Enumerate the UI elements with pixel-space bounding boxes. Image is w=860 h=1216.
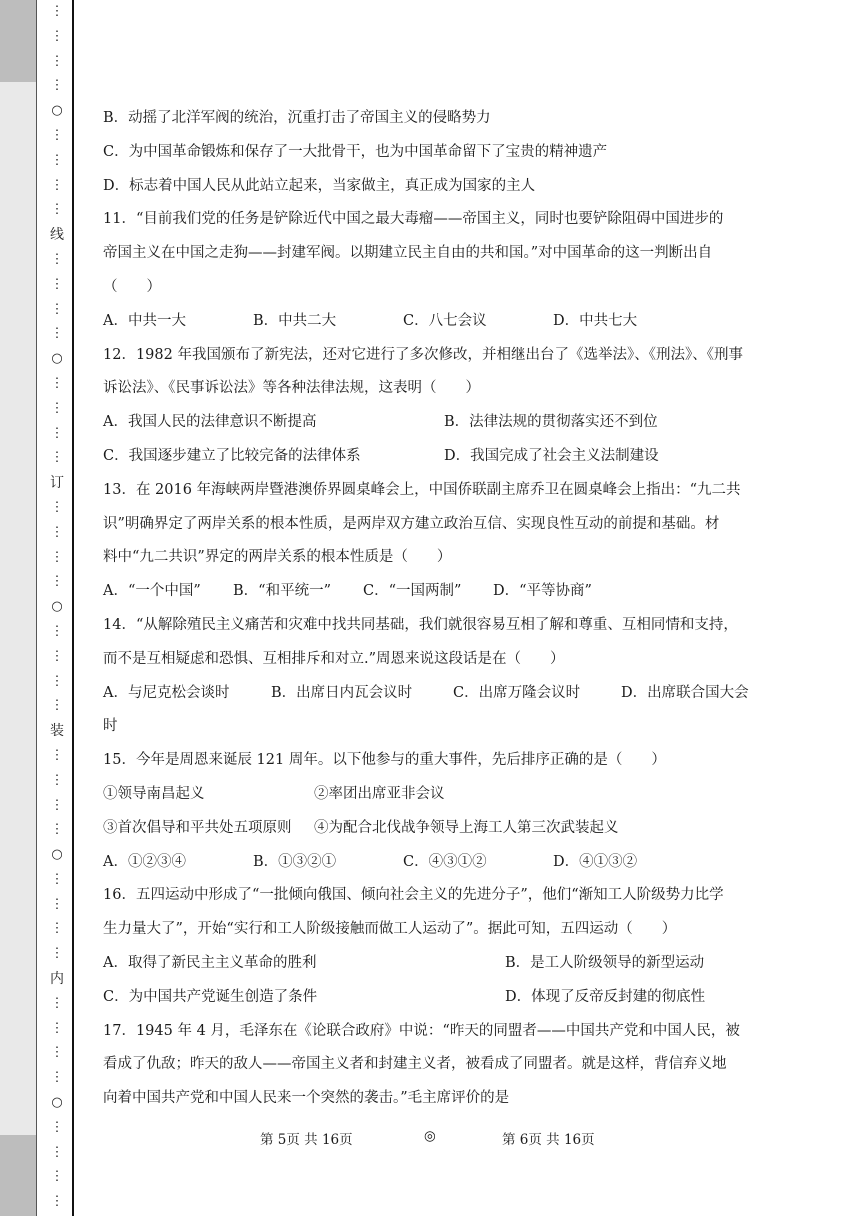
question-content — [103, 102, 763, 1116]
binding-dot-mark: ⋮ — [50, 78, 64, 94]
binding-dot-mark: ⋮ — [50, 276, 64, 292]
q11-option-a: A．中共一大 — [103, 312, 186, 329]
binding-label-char: 装 — [50, 723, 64, 740]
q10-option-b: B．动摇了北洋军阀的统治，沉重打击了帝国主义的侵略势力 — [103, 110, 491, 126]
binding-strip-middle — [0, 82, 36, 1135]
q14-stem-line-1: 14．“从解除殖民主义痛苦和灾难中找共同基础，我们就很容易互相了解和尊重、互相同情和支持， — [103, 616, 738, 633]
q11-option-c: C．八七会议 — [403, 312, 487, 329]
q15-items-row-2 — [103, 812, 763, 846]
q13-option-c: C．“一国两制” — [363, 583, 462, 600]
q11-stem-line-1: 11．“目前我们党的任务是铲除近代中国之最大毒瘤——帝国主义，同时也要铲除阻碍中国进步的 — [103, 211, 724, 228]
q14-stem-line-2: 而不是互相疑虑和恐惧、互相排斥和对立.”周恩来说这段话是在（ ） — [103, 650, 565, 667]
binding-dot-mark: ⋮ — [50, 152, 64, 168]
binding-strip-bottom — [0, 1135, 36, 1216]
binding-dot-mark: ⋮ — [50, 326, 64, 342]
q12-option-c: C．我国逐步建立了比较完备的法律体系 — [103, 447, 361, 464]
q13-option-a: A．“一个中国” — [103, 583, 201, 600]
binding-circle-mark: ○ — [51, 847, 63, 863]
q17-stem-line-2: 看成了仇敌；昨天的敌人——帝国主义者和封建主义者，被看成了同盟者。就是这样，背信弃义地 — [103, 1056, 727, 1073]
q15-option-c: C．④③①② — [403, 853, 487, 870]
q12-option-a: A．我国人民的法律意识不断提高 — [103, 414, 317, 431]
binding-dot-mark: ⋮ — [50, 251, 64, 267]
binding-dot-mark: ⋮ — [50, 425, 64, 441]
q11-stem-line-3: （ ） — [103, 278, 161, 295]
gutter-divider — [36, 0, 37, 1216]
binding-dot-mark: ⋮ — [50, 698, 64, 714]
q15-option-a: A．①②③④ — [103, 853, 186, 870]
q16-option-a: A．取得了新民主主义革命的胜利 — [103, 954, 317, 971]
footer-right-page-number: 第 6页 共 16页 — [502, 1132, 595, 1148]
binding-dot-mark: ⋮ — [50, 400, 64, 416]
binding-circle-mark: ○ — [51, 103, 63, 119]
q12-options-row-1 — [103, 406, 763, 440]
binding-dot-mark: ⋮ — [50, 499, 64, 515]
binding-margin-column — [48, 0, 66, 1216]
q15-item-1: ①领导南昌起义 — [103, 785, 205, 802]
binding-circle-mark: ○ — [51, 599, 63, 615]
q11-options — [103, 305, 763, 339]
q16-option-c: C．为中国共产党诞生创造了条件 — [103, 988, 318, 1005]
binding-dot-mark: ⋮ — [50, 1045, 64, 1061]
q13-options — [103, 575, 763, 609]
binding-dot-mark: ⋮ — [50, 921, 64, 937]
binding-dot-mark: ⋮ — [50, 648, 64, 664]
q15-option-b: B．①③②① — [253, 853, 337, 870]
footer-center-mark: ◎ — [424, 1128, 436, 1144]
binding-dot-mark: ⋮ — [50, 549, 64, 565]
q15-items-row-1 — [103, 778, 763, 812]
q12-stem-line-2: 诉讼法》、《民事诉讼法》等各种法律法规，这表明（ ） — [103, 380, 480, 397]
binding-dot-mark: ⋮ — [50, 871, 64, 887]
q16-option-d: D．体现了反帝反封建的彻底性 — [505, 988, 706, 1005]
q11-option-b: B．中共二大 — [253, 312, 337, 329]
binding-label-char: 内 — [50, 971, 64, 988]
q13-stem-line-3: 料中“九二共识”界定的两岸关系的根本性质是（ ） — [103, 549, 452, 566]
binding-dot-mark: ⋮ — [50, 623, 64, 639]
q15-item-4: ④为配合北伐战争领导上海工人第三次武装起义 — [314, 819, 619, 836]
binding-dot-mark: ⋮ — [50, 53, 64, 69]
binding-dot-mark: ⋮ — [50, 1119, 64, 1135]
binding-dot-mark: ⋮ — [50, 375, 64, 391]
binding-dot-mark: ⋮ — [50, 1070, 64, 1086]
q14-option-c: C．出席万隆会议时 — [453, 684, 581, 701]
binding-dot-mark: ⋮ — [50, 450, 64, 466]
q16-stem-line-2: 生力量大了”，开始“实行和工人阶级接触而做工人运动了”。据此可知，五四运动（ ） — [103, 921, 677, 938]
q14-option-d-continued: 时 — [103, 718, 118, 735]
binding-dot-mark: ⋮ — [50, 1020, 64, 1036]
q15-stem-line-1: 15．今年是周恩来诞辰 121 周年。以下他参与的重大事件，先后排序正确的是（ ） — [103, 752, 666, 769]
binding-dot-mark: ⋮ — [50, 822, 64, 838]
q16-options-row-1 — [103, 947, 763, 981]
binding-label-char: 线 — [50, 227, 64, 244]
binding-dot-mark: ⋮ — [50, 995, 64, 1011]
q15-options — [103, 846, 763, 880]
binding-dot-mark: ⋮ — [50, 28, 64, 44]
binding-label-char: 订 — [50, 475, 64, 492]
binding-dot-mark: ⋮ — [50, 896, 64, 912]
binding-dot-mark: ⋮ — [50, 946, 64, 962]
footer-left-page-number: 第 5页 共 16页 — [260, 1132, 353, 1148]
q12-option-d: D．我国完成了社会主义法制建设 — [444, 447, 659, 464]
q13-option-d: D．“平等协商” — [493, 583, 592, 600]
binding-dot-mark: ⋮ — [50, 127, 64, 143]
q10-option-c: C．为中国革命锻炼和保存了一大批骨干，也为中国革命留下了宝贵的精神遗产 — [103, 143, 608, 160]
q15-item-2: ②率团出席亚非会议 — [314, 785, 445, 802]
binding-dot-mark: ⋮ — [50, 797, 64, 813]
q13-option-b: B．“和平统一” — [233, 583, 331, 600]
q14-options — [103, 677, 763, 711]
q16-option-b: B．是工人阶级领导的新型运动 — [505, 954, 705, 971]
q13-stem-line-1: 13．在 2016 年海峡两岸暨港澳侨界圆桌峰会上，中国侨联副主席乔卫在圆桌峰会上指出：“九二共 — [103, 481, 741, 498]
q11-option-d: D．中共七大 — [553, 312, 638, 329]
q14-option-d: D．出席联合国大会 — [621, 684, 749, 701]
binding-circle-mark: ○ — [51, 351, 63, 367]
binding-dot-mark: ⋮ — [50, 673, 64, 689]
binding-dot-mark: ⋮ — [50, 177, 64, 193]
q15-item-3: ③首次倡导和平共处五项原则 — [103, 819, 292, 836]
q16-stem-line-1: 16．五四运动中形成了“一批倾向俄国、倾向社会主义的先进分子”，他们“渐知工人阶级势力比学 — [103, 887, 724, 904]
q14-option-b: B．出席日内瓦会议时 — [271, 684, 413, 701]
binding-dot-mark: ⋮ — [50, 772, 64, 788]
q16-options-row-2 — [103, 981, 763, 1015]
binding-dot-mark: ⋮ — [50, 202, 64, 218]
q10-option-d: D．标志着中国人民从此站立起来，当家做主，真正成为国家的主人 — [103, 177, 536, 194]
binding-border-line — [72, 0, 74, 1216]
q12-option-b: B．法律法规的贯彻落实还不到位 — [444, 414, 658, 431]
binding-dot-mark: ⋮ — [50, 301, 64, 317]
q15-option-d: D．④①③② — [553, 853, 638, 870]
q14-option-a: A．与尼克松会谈时 — [103, 684, 230, 701]
binding-dot-mark: ⋮ — [50, 4, 64, 19]
q12-options-row-2 — [103, 440, 763, 474]
binding-circle-mark: ○ — [51, 1095, 63, 1111]
q11-stem-line-2: 帝国主义在中国之走狗——封建军阀。以期建立民主自由的共和国。”对中国革命的这一判断出自 — [103, 245, 713, 262]
q17-stem-line-1: 17．1945 年 4 月，毛泽东在《论联合政府》中说：“昨天的同盟者——中国共产党和中国人民，被 — [103, 1022, 740, 1039]
binding-dot-mark: ⋮ — [50, 574, 64, 590]
binding-dot-mark: ⋮ — [50, 524, 64, 540]
q12-stem-line-1: 12．1982 年我国颁布了新宪法，还对它进行了多次修改，并相继出台了《选举法》、《刑法》、《刑事 — [103, 346, 743, 363]
binding-dot-mark: ⋮ — [50, 1169, 64, 1185]
binding-dot-mark: ⋮ — [50, 747, 64, 763]
q17-stem-line-3: 向着中国共产党和中国人民来一个突然的袭击。”毛主席评价的是 — [103, 1090, 510, 1107]
binding-strip-top — [0, 0, 36, 82]
q13-stem-line-2: 识”明确界定了两岸关系的根本性质，是两岸双方建立政治互信、实现良性互动的前提和基础。材 — [103, 515, 720, 532]
binding-dot-mark: ⋮ — [50, 1194, 64, 1210]
binding-dot-mark: ⋮ — [50, 1144, 64, 1160]
